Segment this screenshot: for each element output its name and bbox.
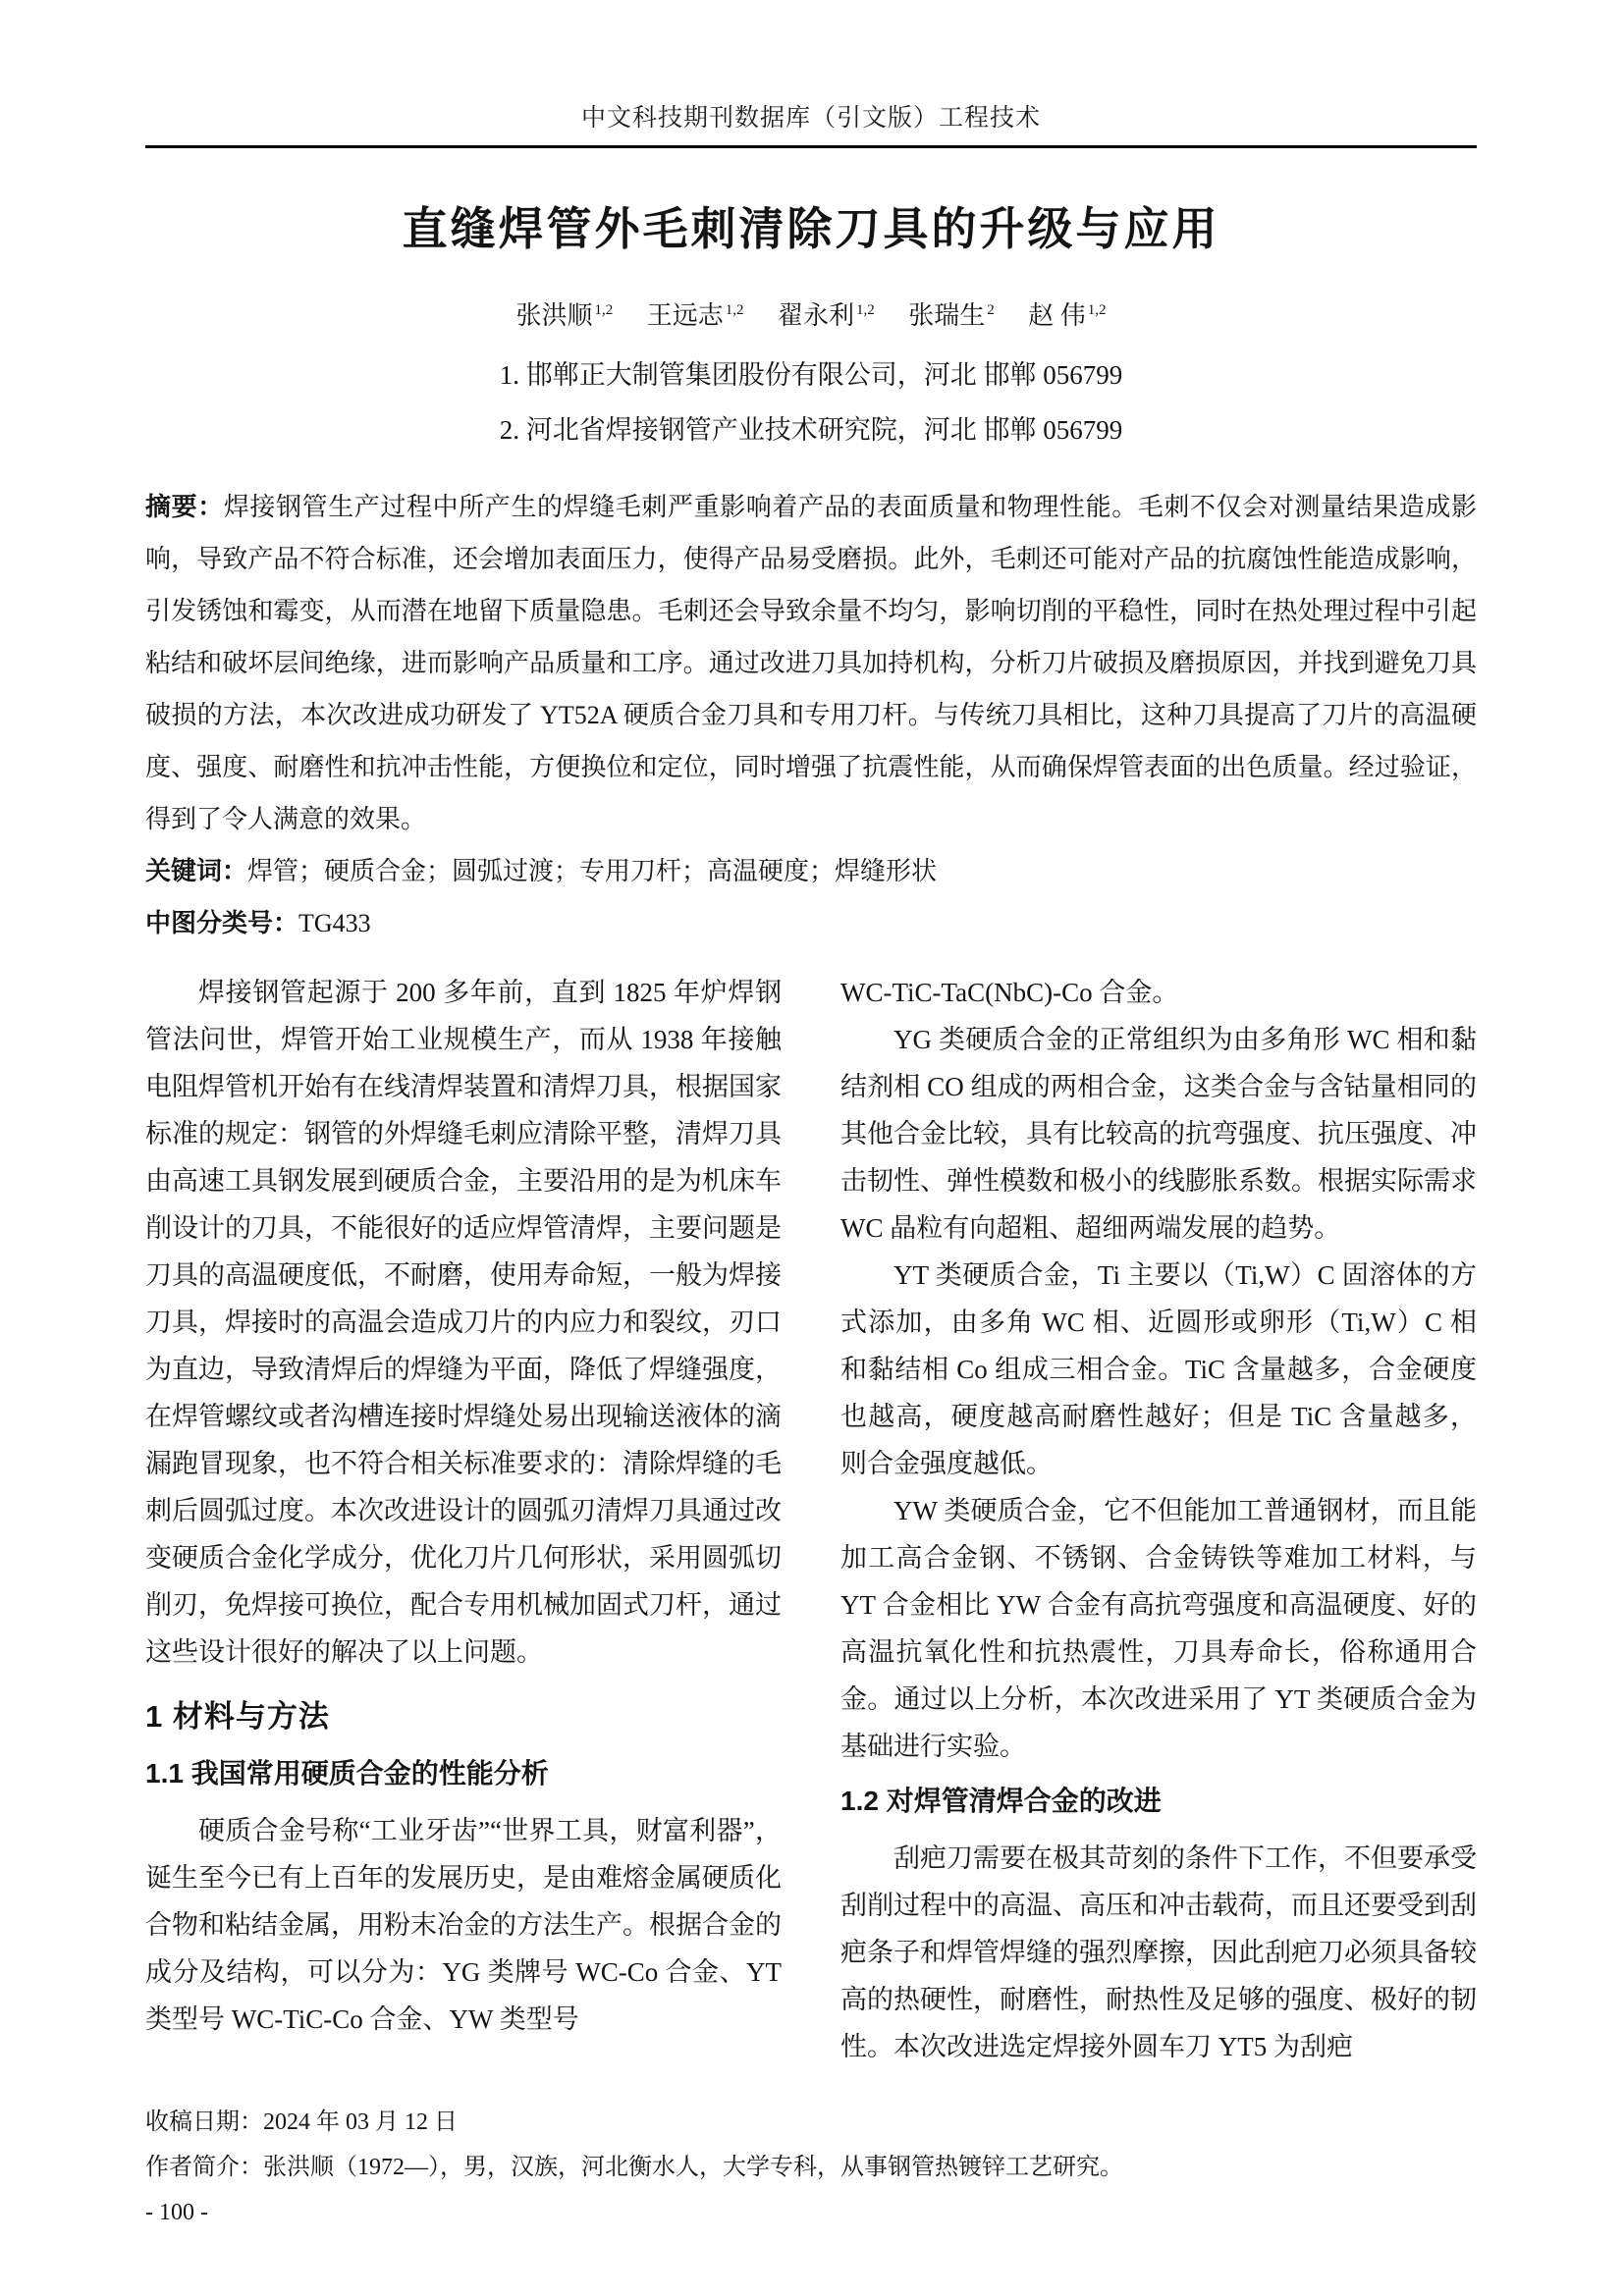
author-affiliation-superscript: 1,2 <box>725 302 744 319</box>
author-affiliation-superscript: 1,2 <box>594 302 614 319</box>
author <box>908 301 995 330</box>
author-affiliation-superscript: 2 <box>987 302 995 319</box>
body-columns <box>145 969 1477 2070</box>
author <box>647 301 744 330</box>
author-bio-label: 作者简介： <box>145 2155 263 2180</box>
author-bio-text: 张洪顺（1972—），男，汉族，河北衡水人，大学专科，从事钢管热镀锌工艺研究。 <box>263 2155 1123 2180</box>
abstract <box>145 481 1477 845</box>
keywords-label: 关键词： <box>145 856 248 885</box>
body-paragraph: YT 类硬质合金，Ti 主要以（Ti,W）C 固溶体的方式添加，由多角 WC 相、近圆形或卵形（Ti,W）C 相和黏结相 Co 组成三相合金。TiC 含量越多，合金硬度也越高，硬度越高耐磨性越好；但是 TiC 含量越多，则合金强度越低。 <box>840 1260 1477 1478</box>
body-paragraph: 硬质合金号称“工业牙齿”“世界工具，财富利器”，诞生至今已有上百年的发展历史，是由难熔金属硬质化合物和粘结金属，用粉末冶金的方法生产。根据合金的成分及结构，可以分为：YG 类牌号 WC-Co 合金、YT 类型号 WC-TiC-Co 合金、YW 类型号 <box>145 1816 782 2034</box>
right-column <box>840 969 1477 2070</box>
header-rule <box>145 145 1477 148</box>
left-column <box>145 969 782 2070</box>
author-affiliation-superscript: 1,2 <box>856 302 875 319</box>
author-name: 王远志 <box>646 301 724 330</box>
section-heading-1-1: 1.1 我国常用硬质合金的性能分析 <box>145 1758 549 1789</box>
author <box>1028 301 1106 330</box>
received-date-line <box>145 2100 1477 2145</box>
author-name: 张洪顺 <box>515 301 593 330</box>
body-paragraph-continuation: WC-TiC-TaC(NbC)-Co 合金。 <box>840 978 1179 1007</box>
clc-label: 中图分类号： <box>145 908 299 937</box>
author-name: 翟永利 <box>777 301 854 330</box>
body-paragraph: 刮疤刀需要在极其苛刻的条件下工作，不但要承受刮削过程中的高温、高压和冲击载荷，而且还要受到刮疤条子和焊管焊缝的强烈摩擦，因此刮疤刀必须具备较高的热硬性，耐磨性，耐热性及足够的强度、极好的韧性。本次改进选定焊接外圆车刀 YT5 为刮疤 <box>840 1843 1477 2061</box>
author-list <box>145 295 1477 332</box>
author <box>778 301 875 330</box>
section-heading-1: 1 材料与方法 <box>145 1699 330 1734</box>
affiliation-list <box>145 347 1477 457</box>
clc-value: TG433 <box>298 909 371 937</box>
received-date-value: 2024 年 03 月 12 日 <box>263 2109 458 2135</box>
received-date-label: 收稿日期： <box>145 2109 263 2135</box>
author-affiliation-superscript: 1,2 <box>1087 302 1107 319</box>
abstract-text: 焊接钢管生产过程中所产生的焊缝毛刺严重影响着产品的表面质量和物理性能。毛刺不仅会对测量结果造成影响，导致产品不符合标准，还会增加表面压力，使得产品易受磨损。此外，毛刺还可能对产品的抗腐蚀性能造成影响，引发锈蚀和霉变，从而潜在地留下质量隐患。毛刺还会导致余量不均匀，影响切削的平稳性，同时在热处理过程中引起粘结和破坏层间绝缘，进而影响产品质量和工序。通过改进刀具加持机构，分析刀片破损及磨损原因，并找到避免刀具破损的方法，本次改进成功研发了 YT52A 硬质合金刀具和专用刀杆。与传统刀具相比，这种刀具提高了刀片的高温硬度、强度、耐磨性和抗冲击性能，方便换位和定位，同时增强了抗震性能，从而确保焊管表面的出色质量。经过验证，得到了令人满意的效果。 <box>145 493 1477 833</box>
clc-line <box>145 897 1477 949</box>
author <box>515 301 613 330</box>
affiliation-line: 1. 邯郸正大制管集团股份有限公司，河北 邯郸 056799 <box>499 360 1123 390</box>
section-heading-1-2: 1.2 对焊管清焊合金的改进 <box>840 1786 1162 1816</box>
keywords-text: 焊管；硬质合金；圆弧过渡；专用刀杆；高温硬度；焊缝形状 <box>247 857 938 885</box>
abstract-label: 摘要： <box>145 492 224 521</box>
author-bio-line <box>145 2145 1477 2190</box>
page-title: 直缝焊管外毛刺清除刀具的升级与应用 <box>402 203 1220 254</box>
journal-header: 中文科技期刊数据库（引文版）工程技术 <box>580 105 1041 132</box>
keywords-line <box>145 845 1477 897</box>
affiliation-line: 2. 河北省焊接钢管产业技术研究院，河北 邯郸 056799 <box>499 415 1123 445</box>
body-paragraph: 焊接钢管起源于 200 多年前，直到 1825 年炉焊钢管法问世，焊管开始工业规模生产，而从 1938 年接触电阻焊管机开始有在线清焊装置和清焊刀具，根据国家标准的规定：钢管的外焊缝毛刺应清除平整，清焊刀具由高速工具钢发展到硬质合金，主要沿用的是为机床车削设计的刀具，不能很好的适应焊管清焊，主要问题是刀具的高温硬度低，不耐磨，使用寿命短，一般为焊接刀具，焊接时的高温会造成刀片的内应力和裂纹，刃口为直边，导致清焊后的焊缝为平面，降低了焊缝强度，在焊管螺纹或者沟槽连接时焊缝处易出现输送液体的滴漏跑冒现象，也不符合相关标准要求的：清除焊缝的毛刺后圆弧过度。本次改进设计的圆弧刃清焊刀具通过改变硬质合金化学成分，优化刀片几何形状，采用圆弧切削刃，免焊接可换位，配合专用机械加固式刀杆，通过这些设计很好的解决了以上问题。 <box>145 978 782 1667</box>
body-paragraph: YG 类硬质合金的正常组织为由多角形 WC 相和黏结剂相 CO 组成的两相合金，这类合金与含钴量相同的其他合金比较，具有比较高的抗弯强度、抗压强度、冲击韧性、弹性模数和极小的线膨胀系数。根据实际需求 WC 晶粒有向超粗、超细两端发展的趋势。 <box>840 1025 1477 1243</box>
footer <box>145 2100 1477 2235</box>
page-number: - 100 - <box>145 2200 208 2225</box>
author-name: 张瑞生 <box>908 301 986 330</box>
author-name: 赵 伟 <box>1028 301 1086 330</box>
body-paragraph: YW 类硬质合金，它不但能加工普通钢材，而且能加工高合金钢、不锈钢、合金铸铁等难加工材料，与 YT 合金相比 YW 合金有高抗弯强度和高温硬度、好的高温抗氧化性和抗热震性，刀具寿命长，俗称通用合金。通过以上分析，本次改进采用了 YT 类硬质合金为基础进行实验。 <box>840 1496 1477 1761</box>
